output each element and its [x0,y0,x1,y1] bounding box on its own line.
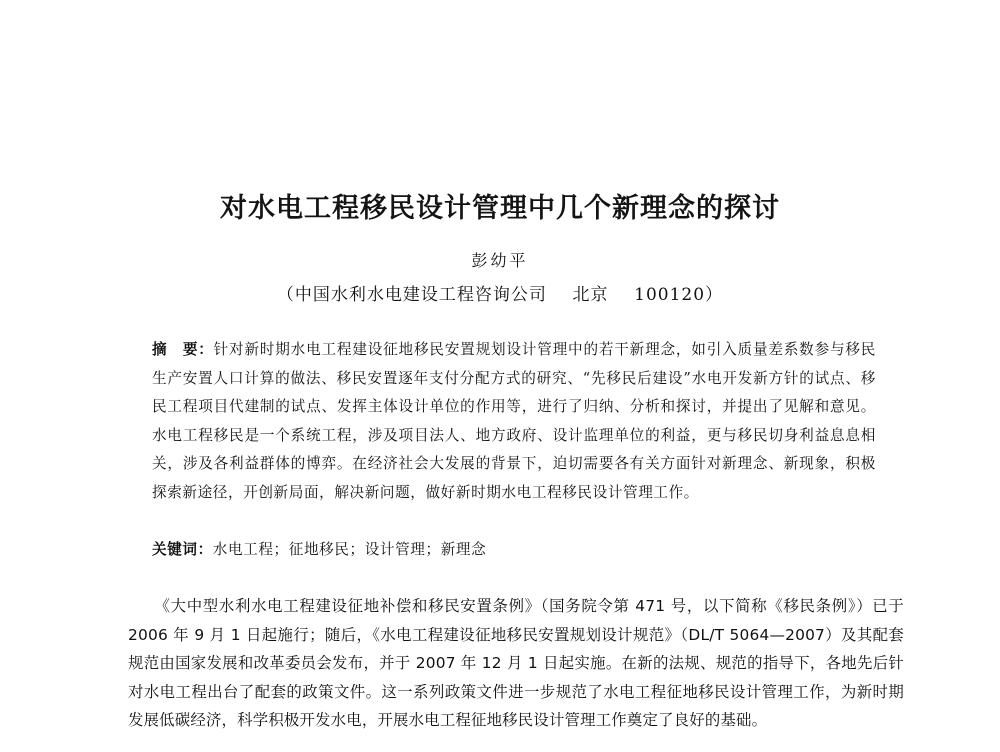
paper-author: 彭幼平 [471,251,529,270]
body-paragraph [128,592,904,735]
abstract-text: 针对新时期水电工程建设征地移民安置规划设计管理中的若干新理念，如引入质量差系数参与移民生产安置人口计算的做法、移民安置逐年支付分配方式的研究、“先移民后建设”水电开发新方针的试点、移民工程项目代建制的试点、发挥主体设计单位的作用等，进行了归纳、分析和探讨，并提出了见解和意见。水电工程移民是一个系统工程，涉及项目法人、地方政府、设计监理单位的利益，更与移民切身利益息息相关，涉及各利益群体的博弈。在经济社会大发展的背景下，迫切需要各有关方面针对新理念、新现象，积极探索新途径，开创新局面，解决新问题，做好新时期水电工程移民设计管理工作。 [152,341,876,501]
abstract [152,336,876,508]
keywords-label: 关键词： [152,541,213,558]
paper-title: 对水电工程移民设计管理中几个新理念的探讨 [220,193,780,224]
affiliation-zip: 100120） [634,285,724,305]
keywords-text: 水电工程；征地移民；设计管理；新理念 [212,541,487,558]
body-paragraph-text: 《大中型水利水电工程建设征地补偿和移民安置条例》（国务院令第 471 号，以下简称《移民条例》）已于 2006 年 9 月 1 日起施行；随后，《水电工程建设征地移民安置规划设计规范》（DL/T 5064—2007）及其配套规范由国家发展和改革委员会发布，并于 2007 年 12 月 1 日起实施。在新的法规、规范的指导下，各地先后针对水电工程出台了配套的政策文件。这一系列政策文件进一步规范了水电工程征地移民设计管理工作，为新时期发展低碳经济，科学积极开发水电，开展水电工程征地移民设计管理工作奠定了良好的基础。 [128,597,904,729]
paper-affiliation [0,280,1000,305]
abstract-label: 摘 要： [152,341,214,358]
affiliation-city: 北京 [572,285,609,305]
keywords [152,537,876,563]
affiliation-org: （中国水利水电建设工程咨询公司 [276,285,547,305]
